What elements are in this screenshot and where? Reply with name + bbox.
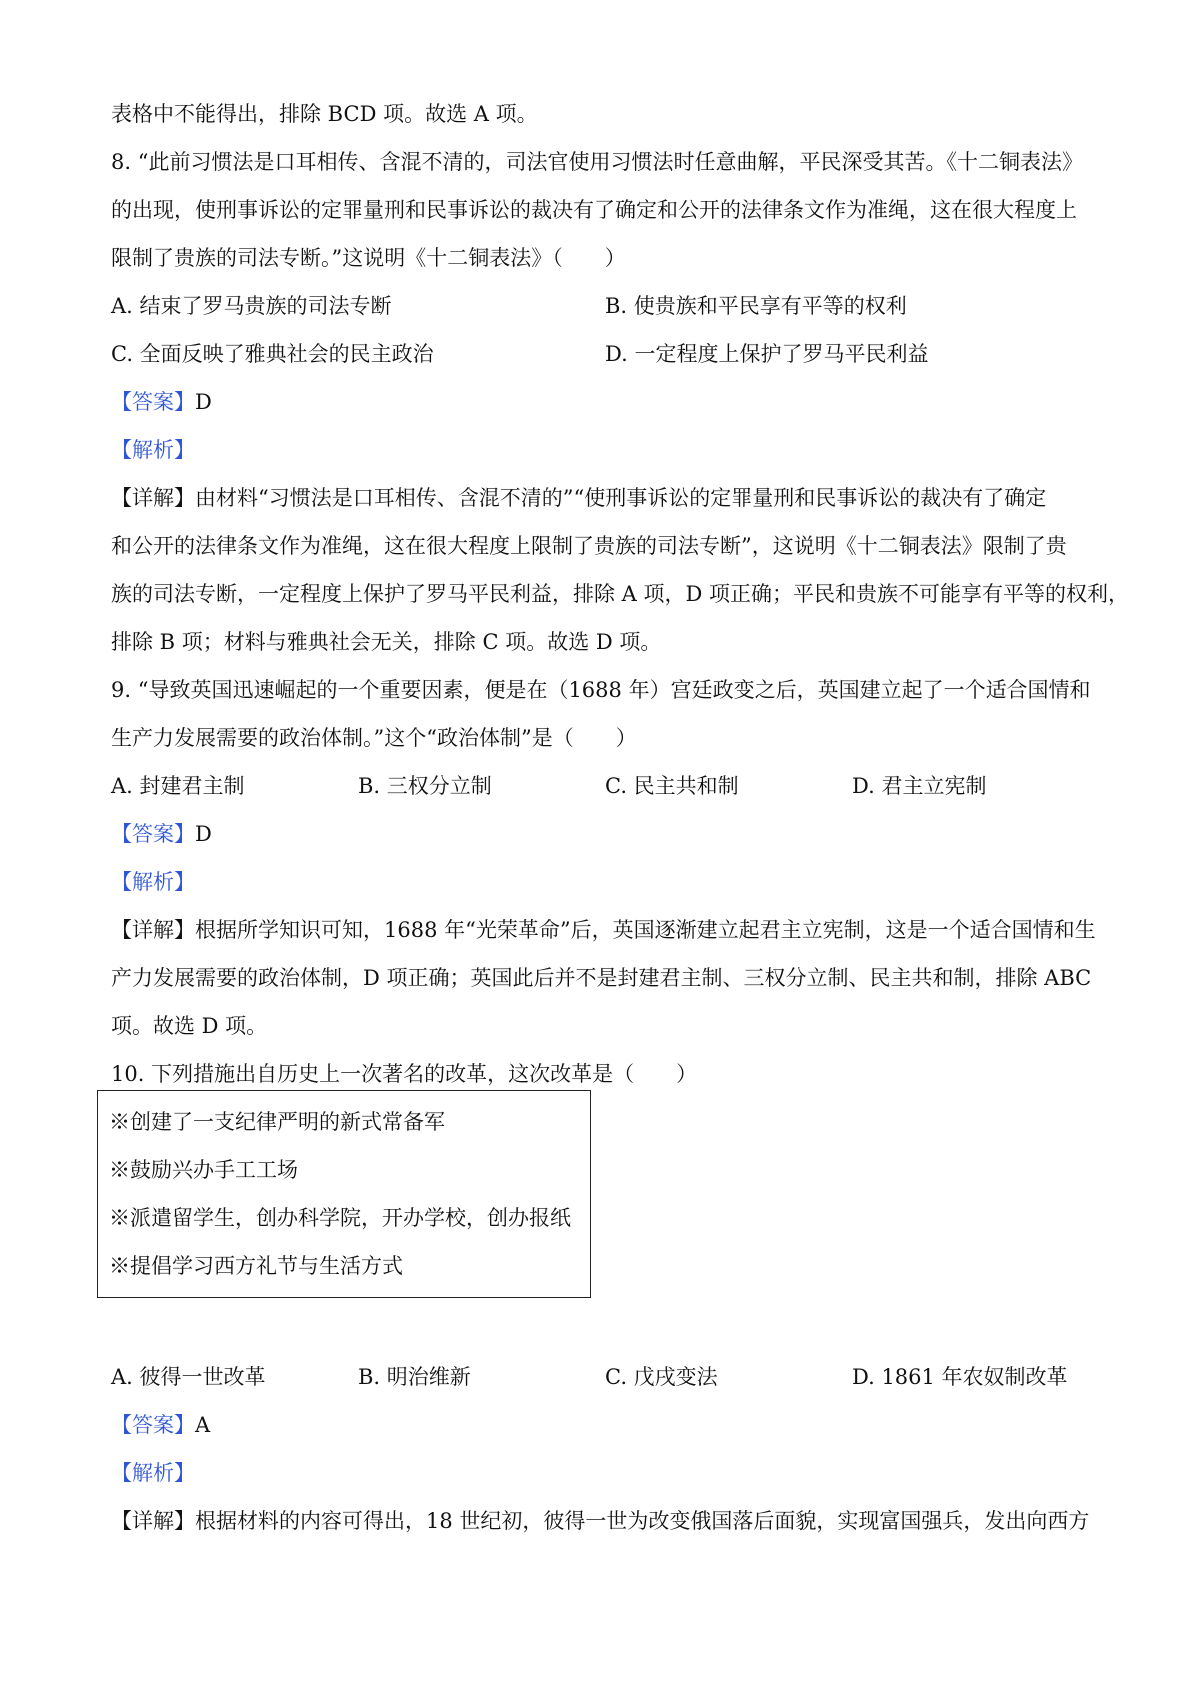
- q8-analysis-tag: 【解析】: [111, 438, 195, 462]
- q10-option-c: C. 戊戌变法: [605, 1365, 718, 1389]
- q8-answer-tag: 【答案】: [111, 390, 195, 414]
- q8-answer-line: [111, 387, 212, 417]
- q9-detail-line-1: [111, 915, 1096, 945]
- q8-option-a: A. 结束了罗马贵族的司法专断: [111, 294, 392, 318]
- q9-answer-line: [111, 819, 212, 849]
- q10-option-a: A. 彼得一世改革: [111, 1365, 266, 1389]
- q10-box-item-2: ※鼓励兴办手工工场: [109, 1158, 298, 1182]
- q8-stem-line-1: 8. “此前习惯法是口耳相传、含混不清的，司法官使用习惯法时任意曲解，平民深受其苦。《十二铜表法》: [111, 150, 1083, 174]
- q10-box-item-4: ※提倡学习西方礼节与生活方式: [109, 1254, 403, 1278]
- q10-detail-tag: 【详解】: [111, 1509, 195, 1533]
- q8-detail-line-3: 族的司法专断，一定程度上保护了罗马平民利益，排除 A 项，D 项正确；平民和贵族不可能享有平等的权利，: [111, 582, 1130, 606]
- q9-detail-line-3: 项。故选 D 项。: [111, 1014, 268, 1038]
- q9-answer-tag: 【答案】: [111, 822, 195, 846]
- q8-analysis-line: [111, 435, 195, 465]
- q9-detail-tag: 【详解】: [111, 918, 195, 942]
- q8-detail-line-2: 和公开的法律条文作为准绳，这在很大程度上限制了贵族的司法专断”，这说明《十二铜表法》限制了贵: [111, 534, 1067, 558]
- q9-option-d: D. 君主立宪制: [852, 774, 987, 798]
- q10-stem: 10. 下列措施出自历史上一次著名的改革，这次改革是（ ）: [111, 1062, 698, 1086]
- q9-option-a: A. 封建君主制: [111, 774, 245, 798]
- q10-detail-line-1: [111, 1506, 1089, 1536]
- q10-option-d: D. 1861 年农奴制改革: [852, 1365, 1068, 1389]
- q8-option-c: C. 全面反映了雅典社会的民主政治: [111, 342, 434, 366]
- q10-analysis-line: [111, 1458, 195, 1488]
- q8-detail-text-1: 由材料“习惯法是口耳相传、含混不清的”“使刑事诉讼的定罪量刑和民事诉讼的裁决有了确定: [195, 486, 1047, 510]
- q8-detail-line-1: [111, 483, 1046, 513]
- q10-box-item-1: ※创建了一支纪律严明的新式常备军: [109, 1110, 445, 1134]
- q9-analysis-line: [111, 867, 195, 897]
- q8-answer-value: D: [195, 390, 212, 414]
- q8-stem-line-3: 限制了贵族的司法专断。”这说明《十二铜表法》（ ）: [111, 246, 626, 270]
- q10-answer-tag: 【答案】: [111, 1413, 195, 1437]
- q10-detail-text-1: 根据材料的内容可得出，18 世纪初，彼得一世为改变俄国落后面貌，实现富国强兵，发出向西方: [195, 1509, 1090, 1533]
- q8-option-d: D. 一定程度上保护了罗马平民利益: [605, 342, 929, 366]
- q9-detail-line-2: 产力发展需要的政治体制，D 项正确；英国此后并不是封建君主制、三权分立制、民主共和制，排除 ABC: [111, 966, 1092, 990]
- intro-line: 表格中不能得出，排除 BCD 项。故选 A 项。: [111, 102, 538, 126]
- q8-detail-tag: 【详解】: [111, 486, 195, 510]
- q10-option-b: B. 明治维新: [358, 1365, 471, 1389]
- q8-stem-line-2: 的出现，使刑事诉讼的定罪量刑和民事诉讼的裁决有了确定和公开的法律条文作为准绳，这在很大程度上: [111, 198, 1077, 222]
- q9-option-c: C. 民主共和制: [605, 774, 739, 798]
- q10-answer-value: A: [195, 1413, 211, 1437]
- q10-answer-line: [111, 1410, 210, 1440]
- q8-detail-line-4: 排除 B 项；材料与雅典社会无关，排除 C 项。故选 D 项。: [111, 630, 662, 654]
- q9-option-b: B. 三权分立制: [358, 774, 492, 798]
- q9-stem-line-2: 生产力发展需要的政治体制。”这个“政治体制”是（ ）: [111, 726, 637, 750]
- q10-analysis-tag: 【解析】: [111, 1461, 195, 1485]
- q9-answer-value: D: [195, 822, 212, 846]
- q10-box-item-3: ※派遣留学生，创办科学院，开办学校，创办报纸: [109, 1206, 571, 1230]
- q9-analysis-tag: 【解析】: [111, 870, 195, 894]
- q10-material-box: [97, 1090, 591, 1298]
- q9-detail-text-1: 根据所学知识可知，1688 年“光荣革命”后，英国逐渐建立起君主立宪制，这是一个适合国情和生: [195, 918, 1096, 942]
- q8-option-b: B. 使贵族和平民享有平等的权利: [605, 294, 907, 318]
- q9-stem-line-1: 9. “导致英国迅速崛起的一个重要因素，便是在（1688 年）宫廷政变之后，英国建立起了一个适合国情和: [111, 678, 1091, 702]
